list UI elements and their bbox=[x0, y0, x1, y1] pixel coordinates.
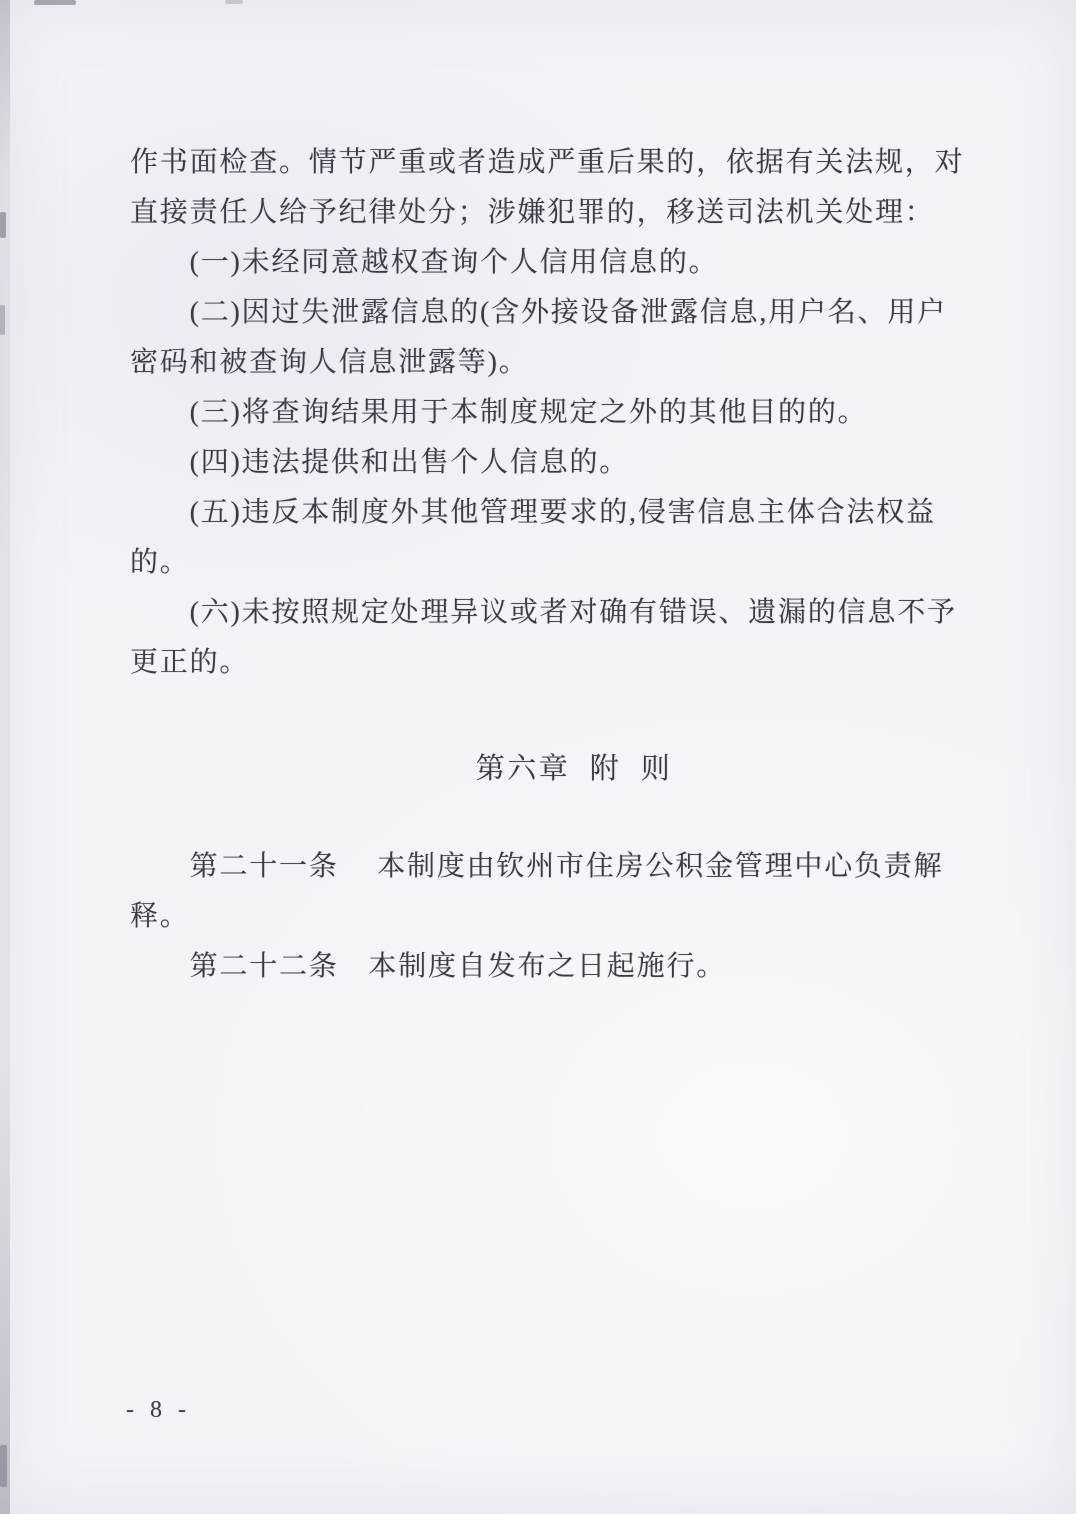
article-21-line: 第二十一条 本制度由钦州市住房公积金管理中心负责解 bbox=[130, 851, 944, 882]
list-item-5-continued: 的。 bbox=[130, 547, 190, 578]
body-text-line: 作书面检查。情节严重或者造成严重后果的，依据有关法规，对 bbox=[130, 147, 965, 178]
scan-speck bbox=[225, 0, 243, 4]
list-item-3: (三)将查询结果用于本制度规定之外的其他目的的。 bbox=[130, 397, 868, 428]
list-item-5: (五)违反本制度外其他管理要求的,侵害信息主体合法权益 bbox=[130, 497, 936, 528]
body-text-line: 直接责任人给予纪律处分；涉嫌犯罪的，移送司法机关处理： bbox=[130, 197, 935, 228]
list-item-1: (一)未经同意越权查询个人信用信息的。 bbox=[130, 247, 719, 278]
closing-articles bbox=[130, 842, 942, 992]
list-item-6-continued: 更正的。 bbox=[130, 647, 250, 678]
chapter-heading: 第六章 附 则 bbox=[475, 753, 673, 785]
scan-speck bbox=[0, 212, 6, 238]
article-21-continued: 释。 bbox=[130, 901, 190, 932]
scan-speck bbox=[34, 0, 76, 5]
list-item-4: (四)违法提供和出售个人信息的。 bbox=[130, 447, 630, 478]
article-22-line: 第二十二条 本制度自发布之日起施行。 bbox=[130, 951, 727, 982]
page-number: - 8 - bbox=[126, 1397, 191, 1423]
scan-speck bbox=[0, 305, 5, 335]
list-item-6: (六)未按照规定处理异议或者对确有错误、遗漏的信息不予 bbox=[130, 597, 957, 628]
document-body bbox=[130, 138, 965, 992]
list-item-2-continued: 密码和被查询人信息泄露等)。 bbox=[130, 347, 529, 378]
scan-speck bbox=[0, 1445, 7, 1487]
list-item-2: (二)因过失泄露信息的(含外接设备泄露信息,用户名、用户 bbox=[130, 297, 947, 328]
